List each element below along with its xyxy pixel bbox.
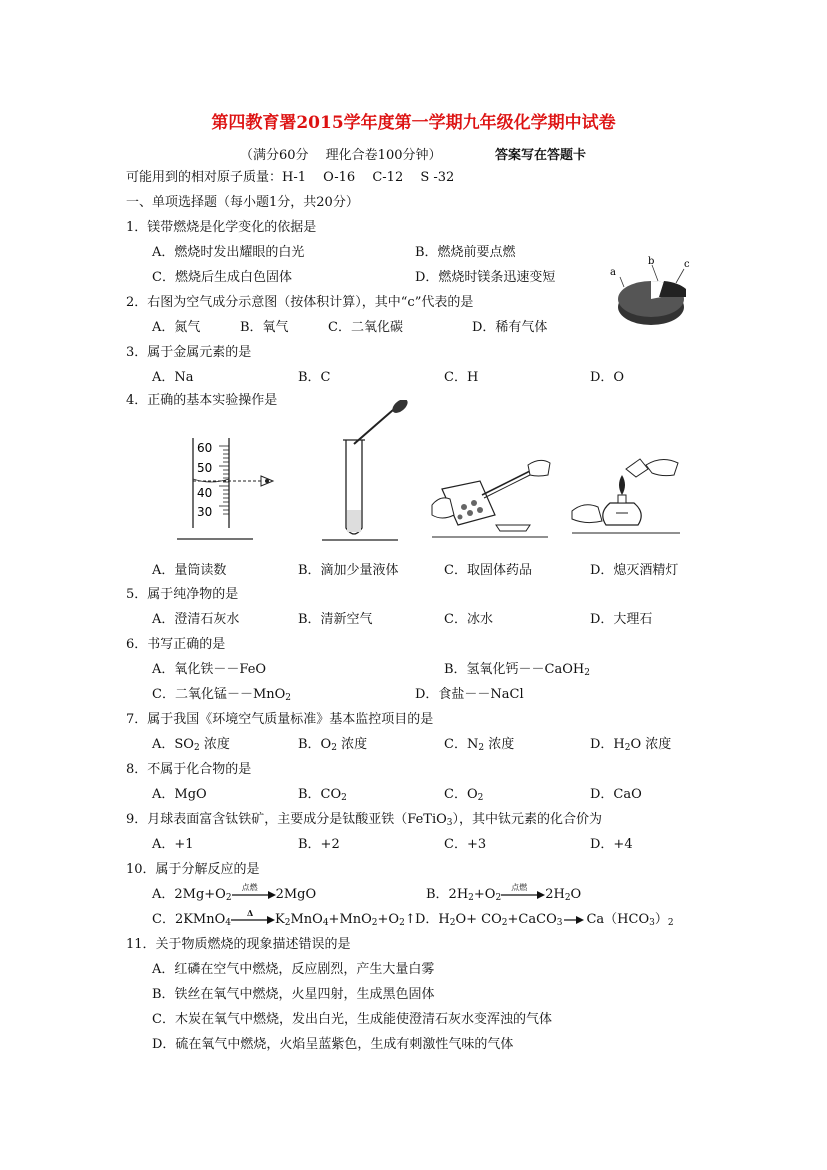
q11-option-a: A．红磷在空气中燃烧，反应剧烈，产生大量白雾 bbox=[152, 962, 435, 977]
q10-option-b: B．$2H_2+O_2$ 点燃 $2H_2O$ bbox=[426, 882, 582, 903]
q2-option-c: C．二氧化碳 bbox=[328, 320, 403, 335]
q3-option-b: B．C bbox=[298, 370, 331, 385]
q7-option-c: C．$N_2$ 浓度 bbox=[444, 737, 515, 753]
q2-option-b: B．氧气 bbox=[240, 320, 289, 335]
q4-option-b: B．滴加少量液体 bbox=[298, 563, 399, 578]
q11-option-c: C．木炭在氧气中燃烧，发出白光，生成能使澄清石灰水变浑浊的气体 bbox=[152, 1012, 552, 1027]
alcohol-lamp-figure bbox=[570, 455, 690, 540]
q6-option-a: A．氧化铁－－FeO bbox=[152, 662, 267, 677]
tweezers-solid-figure bbox=[430, 455, 555, 540]
q11-stem: 11．关于物质燃烧的现象描述错误的是 bbox=[126, 937, 351, 952]
q10-option-c: C．2KMnO$_4$ Δ $K_2MnO_4+MnO_2+O_2↑$ bbox=[152, 907, 416, 928]
q10-stem: 10．属于分解反应的是 bbox=[126, 862, 260, 877]
atomic-mass: 可能用到的相对原子质量：H-1 O-16 C-12 S -32 bbox=[126, 170, 455, 185]
reaction-arrow: 点燃 bbox=[232, 889, 276, 901]
q8-option-c: C．$O_2$ bbox=[444, 787, 484, 803]
q5-option-c: C．冰水 bbox=[444, 612, 493, 627]
q6-option-c: C．二氧化锰－－MnO$_2$ bbox=[152, 687, 292, 703]
q3-option-d: D．O bbox=[590, 370, 625, 385]
q5-option-a: A．澄清石灰水 bbox=[152, 612, 240, 627]
q4-stem: 4．正确的基本实验操作是 bbox=[126, 393, 278, 408]
tick-label-30: 30 bbox=[197, 505, 213, 519]
pie-label-c: c bbox=[684, 259, 690, 270]
q7-option-b: B．$O_2$ 浓度 bbox=[298, 737, 368, 753]
q4-option-a: A．量筒读数 bbox=[152, 563, 227, 578]
q2-stem: 2．右图为空气成分示意图（按体积计算），其中“c”代表的是 bbox=[126, 295, 474, 310]
q9-option-b: B．+2 bbox=[298, 837, 340, 852]
q10-option-d: D．$H_2O+$ $CO_2+CaCO_3$ $Ca(HCO_3)_2$ bbox=[415, 912, 674, 928]
q1-option-d: D．燃烧时镁条迅速变短 bbox=[415, 270, 556, 285]
q10-option-a: A．$2Mg+O_2$ 点燃 2MgO bbox=[152, 882, 317, 903]
q9-option-a: A．+1 bbox=[152, 837, 194, 852]
pie-label-a: a bbox=[610, 267, 616, 278]
answer-note: 答案写在答题卡 bbox=[495, 148, 587, 163]
exam-info: （满分60分 理化合卷100分钟） bbox=[240, 148, 442, 163]
q1-option-c: C．燃烧后生成白色固体 bbox=[152, 270, 292, 285]
q11-option-b: B．铁丝在氧气中燃烧，火星四射，生成黑色固体 bbox=[152, 987, 435, 1002]
q3-option-c: C．H bbox=[444, 370, 479, 385]
q9-option-d: D．+4 bbox=[590, 837, 633, 852]
q7-option-a: A．$SO_2$ 浓度 bbox=[152, 737, 230, 753]
page-title: 第四教育署2015学年度第一学期九年级化学期中试卷 bbox=[211, 113, 616, 133]
section-heading: 一、单项选择题（每小题1分，共20分） bbox=[126, 195, 359, 210]
q5-option-d: D．大理石 bbox=[590, 612, 653, 627]
test-tube-dropper-figure bbox=[318, 400, 428, 545]
q7-option-d: D．$H_2O$ 浓度 bbox=[590, 737, 672, 753]
tick-label-60: 60 bbox=[197, 441, 213, 455]
tick-label-50: 50 bbox=[197, 461, 213, 475]
air-composition-pie-figure bbox=[606, 255, 696, 335]
q1-option-a: A．燃烧时发出耀眼的白光 bbox=[152, 245, 305, 260]
q5-option-b: B．清新空气 bbox=[298, 612, 373, 627]
q11-option-d: D．硫在氧气中燃烧，火焰呈蓝紫色，生成有刺激性气味的气体 bbox=[152, 1037, 514, 1052]
tick-label-40: 40 bbox=[197, 486, 213, 500]
q6-option-d: D．食盐－－NaCl bbox=[415, 687, 524, 702]
reaction-arrow bbox=[562, 914, 586, 926]
q4-option-c: C．取固体药品 bbox=[444, 563, 532, 578]
pie-label-b: b bbox=[648, 256, 655, 267]
q3-option-a: A．Na bbox=[152, 370, 194, 385]
q8-option-a: A．MgO bbox=[152, 787, 207, 802]
reaction-arrow: Δ bbox=[231, 914, 275, 926]
q6-option-b: B．氢氧化钙－－CaOH$_2$ bbox=[444, 662, 590, 678]
q1-stem: 1．镁带燃烧是化学变化的依据是 bbox=[126, 220, 317, 235]
q9-option-c: C．+3 bbox=[444, 837, 487, 852]
q2-option-d: D．稀有气体 bbox=[472, 320, 548, 335]
q4-option-d: D．熄灭酒精灯 bbox=[590, 563, 679, 578]
q8-option-d: D．CaO bbox=[590, 787, 642, 802]
q2-option-a: A．氮气 bbox=[152, 320, 201, 335]
q9-stem: 9．月球表面富含钛铁矿，主要成分是钛酸亚铁（FeTiO$_3$），其中钛元素的化合价为 bbox=[126, 812, 603, 828]
q7-stem: 7．属于我国《环境空气质量标准》基本监控项目的是 bbox=[126, 712, 434, 727]
q8-stem: 8．不属于化合物的是 bbox=[126, 762, 252, 777]
q3-stem: 3．属于金属元素的是 bbox=[126, 345, 252, 360]
q6-stem: 6．书写正确的是 bbox=[126, 637, 226, 652]
q5-stem: 5．属于纯净物的是 bbox=[126, 587, 239, 602]
reaction-arrow: 点燃 bbox=[501, 889, 545, 901]
graduated-cylinder-figure bbox=[175, 432, 285, 544]
q8-option-b: B．$CO_2$ bbox=[298, 787, 347, 803]
q1-option-b: B．燃烧前要点燃 bbox=[415, 245, 516, 260]
